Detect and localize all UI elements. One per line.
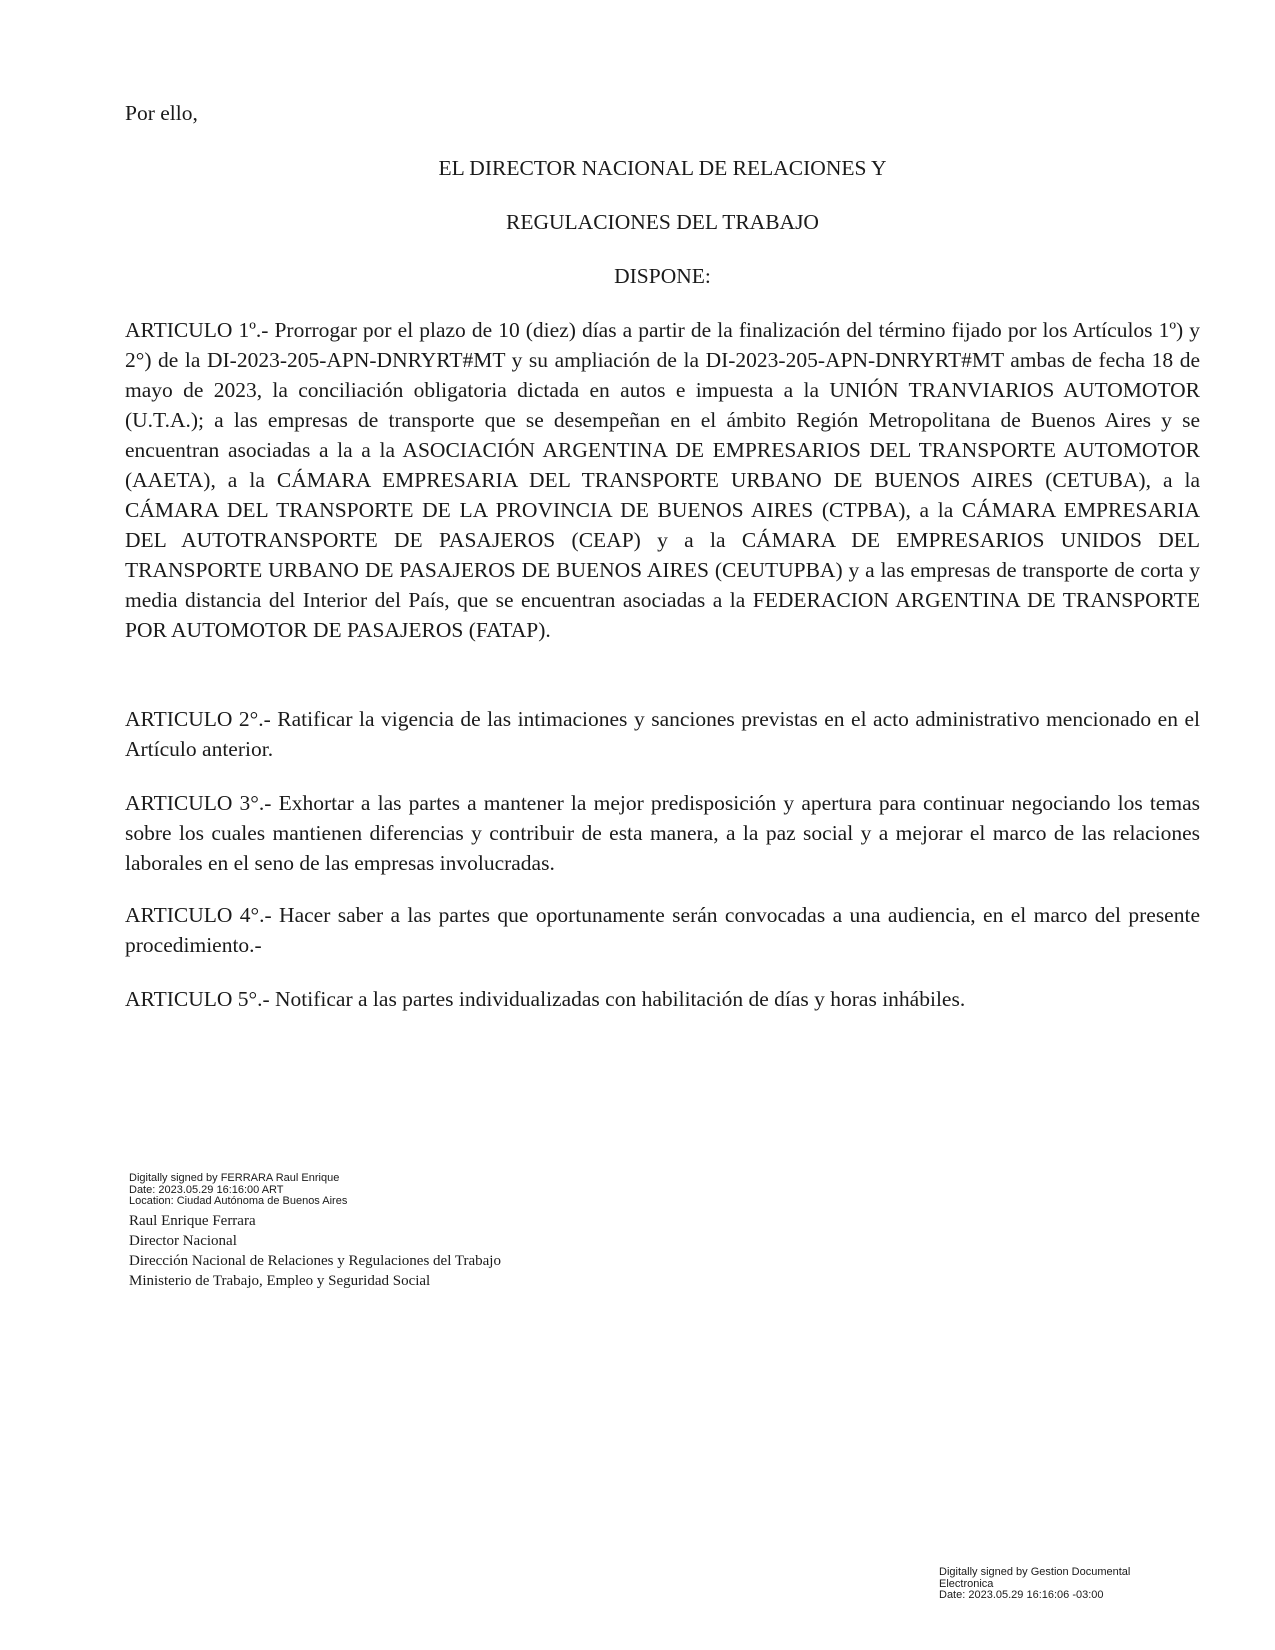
- opening-line: Por ello,: [125, 101, 198, 125]
- gde-signed-by-continued: Electronica: [939, 1577, 994, 1590]
- signature-signed-by: Digitally signed by FERRARA Raul Enrique: [129, 1172, 340, 1184]
- signature-location: Location: Ciudad Autónoma de Buenos Aires: [129, 1195, 348, 1207]
- article-3: ARTICULO 3°.- Exhortar a las partes a mantener la mejor predisposición y apertura para continuar negociando los temas sobre los cuales mantienen diferencias y contribuir de esta manera, a la paz social y a mejorar el marco de las relaciones laborales en el seno de las empresas involucradas.: [125, 791, 1200, 875]
- article-1: ARTICULO 1º.- Prorrogar por el plazo de 10 (diez) días a partir de la finalización del término fijado por los Artículos 1º) y 2°) de la DI-2023-205-APN-DNRYRT#MT y su ampliación de la DI-2023-205-APN-DNRYRT#MT ambas de fecha 18 de mayo de 2023, la conciliación obligatoria dictada en autos e impuesta a la UNIÓN TRANVIARIOS AUTOMOTOR (U.T.A.); a las empresas de transporte que se desempeñan en el ámbito Región Metropolitana de Buenos Aires y se encuentran asociadas a la a la ASOCIACIÓN ARGENTINA DE EMPRESARIOS DEL TRANSPORTE AUTOMOTOR (AAETA), a la CÁMARA EMPRESARIA DEL TRANSPORTE URBANO DE BUENOS AIRES (CETUBA), a la CÁMARA DEL TRANSPORTE DE LA PROVINCIA DE BUENOS AIRES (CTPBA), a la CÁMARA EMPRESARIA DEL AUTOTRANSPORTE DE PASAJEROS (CEAP) y a la CÁMARA DE EMPRESARIOS UNIDOS DEL TRANSPORTE URBANO DE PASAJEROS DE BUENOS AIRES (CEUTUPBA) y a las empresas de transporte de corta y media distancia del Interior del País, que se encuentran asociadas a la FEDERACION ARGENTINA DE TRANSPORTE POR AUTOMOTOR DE PASAJEROS (FATAP).: [125, 318, 1200, 642]
- digital-signature-stamp: [129, 1173, 729, 1208]
- signer-title: Director Nacional: [129, 1233, 237, 1249]
- article-4: ARTICULO 4°.- Hacer saber a las partes que oportunamente serán convocadas a una audiencia, en el marco del presente procedimiento.-: [125, 903, 1200, 957]
- signature-date: Date: 2023.05.29 16:16:00 ART: [129, 1183, 284, 1196]
- article-5: ARTICULO 5°.- Notificar a las partes individualizadas con habilitación de días y horas inhábiles.: [125, 987, 966, 1011]
- heading-title-line-2: REGULACIONES DEL TRABAJO: [506, 210, 819, 234]
- article-2: ARTICULO 2°.- Ratificar la vigencia de las intimaciones y sanciones previstas en el acto administrativo mencionado en el Artículo anterior.: [125, 707, 1200, 761]
- signer-directorate: Dirección Nacional de Relaciones y Regulaciones del Trabajo: [129, 1253, 501, 1269]
- gde-date: Date: 2023.05.29 16:16:06 -03:00: [939, 1589, 1104, 1601]
- heading-title-line-1: EL DIRECTOR NACIONAL DE RELACIONES Y: [438, 156, 887, 180]
- signer-block: [129, 1211, 729, 1291]
- gde-signed-by: Digitally signed by Gestion Documental: [939, 1566, 1131, 1578]
- signer-name: Raul Enrique Ferrara: [129, 1213, 256, 1229]
- signer-ministry: Ministerio de Trabajo, Empleo y Seguridad Social: [129, 1273, 431, 1289]
- gde-signature-stamp: [939, 1567, 1199, 1602]
- heading-dispone: DISPONE:: [614, 264, 711, 288]
